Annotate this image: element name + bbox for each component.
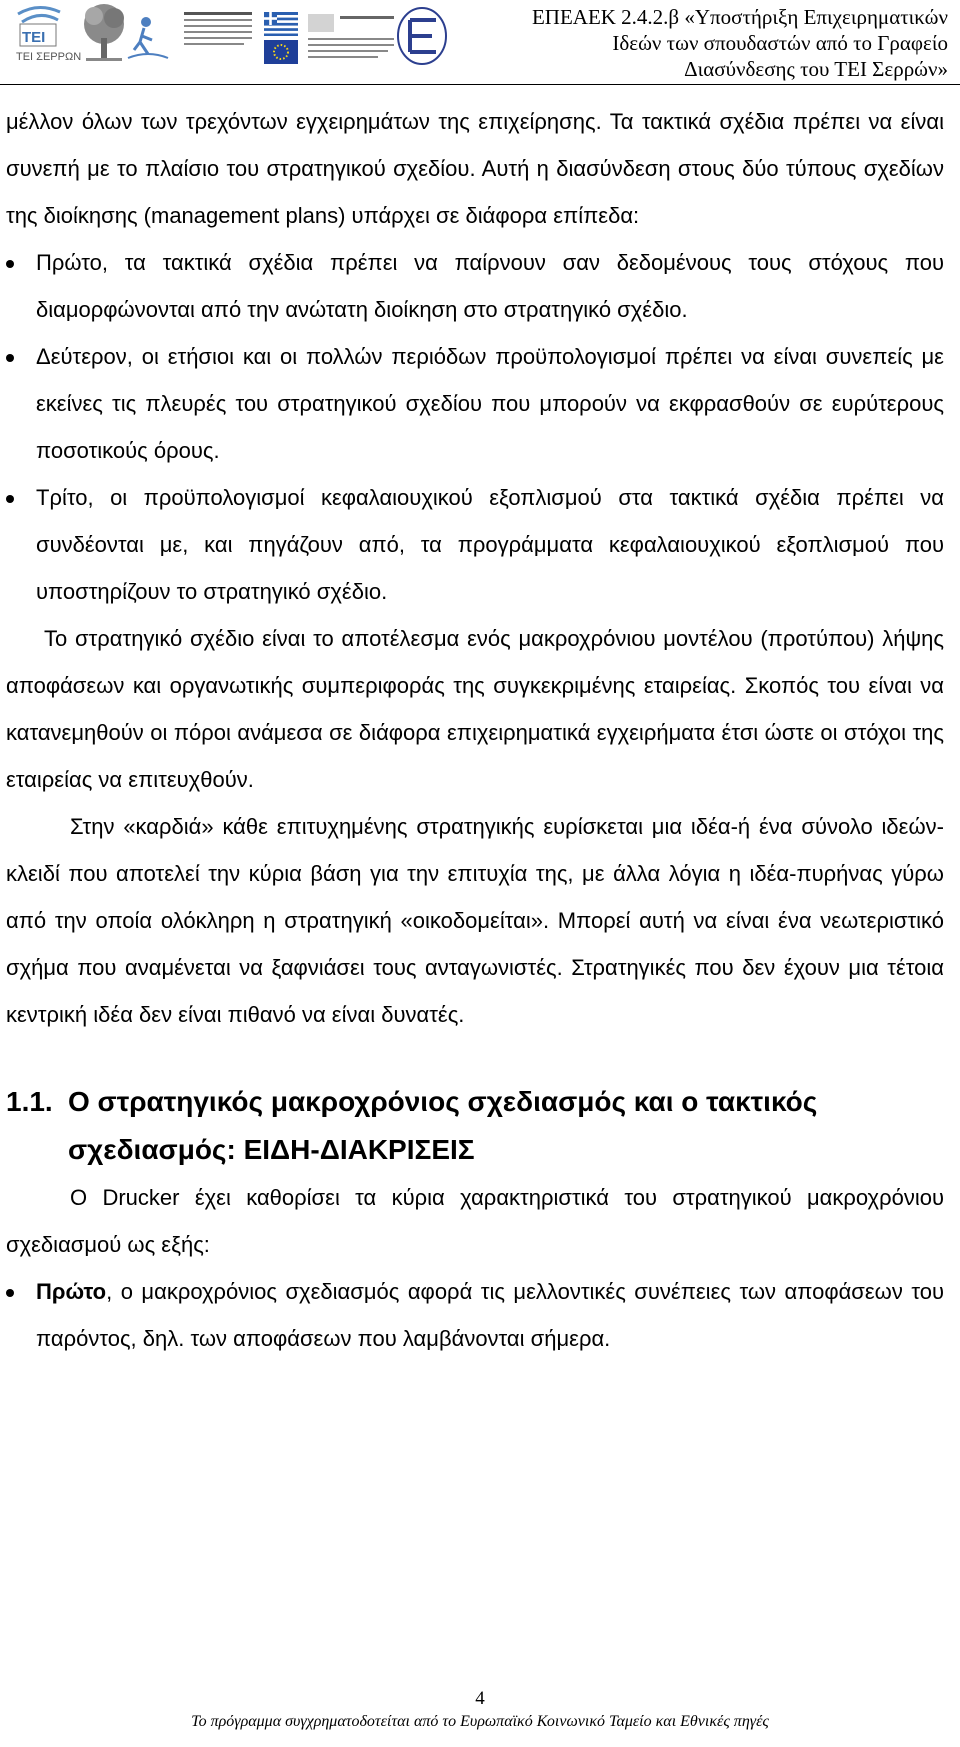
bullet-icon xyxy=(6,354,14,362)
funding-note: Το πρόγραμμα συγχρηματοδοτείται από το Ευρωπαϊκό Κοινωνικό Ταμείο και Εθνικές πηγές xyxy=(191,1713,769,1730)
list-item xyxy=(6,239,944,333)
list-item xyxy=(6,1268,944,1362)
list-item-text: Πρώτο, τα τακτικά σχέδια πρέπει να παίρνουν σαν δεδομένους τους στόχους που διαμορφώνονται από την ανώτατη διοίκηση στο στρατηγικό σχέδιο. xyxy=(36,250,944,322)
section-number: 1.1. xyxy=(6,1086,53,1117)
epeaek-logo-icon xyxy=(398,8,446,64)
section-title-line-1: Ο στρατηγικός μακροχρόνιος σχεδιασμός και ο τακτικός xyxy=(68,1086,818,1117)
header-program-title xyxy=(532,4,948,82)
svg-text:ΤΕΙ: ΤΕΙ xyxy=(22,29,46,46)
document-body xyxy=(6,98,944,1362)
paragraph-4: Ο Drucker έχει καθορίσει τα κύρια χαρακτηριστικά του στρατηγικού μακροχρόνιου σχεδιασμού ως εξής: xyxy=(6,1185,944,1257)
bullet-icon xyxy=(6,1289,14,1297)
page-number: 4 xyxy=(475,1688,485,1709)
page-header xyxy=(0,0,960,86)
paragraph-3: Στην «καρδιά» κάθε επιτυχημένης στρατηγικής ευρίσκεται μια ιδέα-ή ένα σύνολο ιδεών- κλειδί που αποτελεί την κύρια βάση για την επιτυχία της, με άλλα λόγια η ιδέα-πυρήνας γύρω από την οποία ολόκληρη η στρατηγική «οικοδομείται». Μπορεί αυτή να είναι ένα νεωτεριστικό σχήμα που αναμένεται να ξαφνιάσει τους ανταγωνιστές. Στρατηγικές που δεν έχουν μια τέτοια κεντρική ιδέα δεν είναι πιθανό να είναι δυνατές. xyxy=(6,814,944,1027)
eu-flag-icon xyxy=(264,40,298,64)
tree-emblem-icon xyxy=(84,4,124,61)
header-line-2: Ιδεών των σπουδαστών από το Γραφείο xyxy=(612,31,948,55)
header-divider xyxy=(0,84,960,85)
list-item xyxy=(6,333,944,474)
header-line-3: Διασύνδεσης του ΤΕΙ Σερρών» xyxy=(684,57,948,81)
bullet-list-2 xyxy=(6,1268,944,1362)
paragraph-2: Το στρατηγικό σχέδιο είναι το αποτέλεσμα ενός μακροχρόνιου μοντέλου (προτύπου) λήψης αποφάσεων και οργανωτικής συμπεριφοράς της συγκεκριμένης εταιρείας. Σκοπός του είναι να κατανεμηθούν οι πόροι ανάμεσα σε διάφορα επιχειρηματικά εγχειρήματα έτσι ώστε οι στόχοι της εταιρείας να επιτευχθούν. xyxy=(6,626,944,792)
logo-caption: ΤΕΙ ΣΕΡΡΩΝ xyxy=(16,51,82,63)
bullet-icon xyxy=(6,260,14,268)
ministry-text-block xyxy=(184,12,252,45)
list-item xyxy=(6,474,944,615)
education-program-logo xyxy=(308,14,394,58)
sponsor-logos xyxy=(8,2,448,70)
header-line-1: ΕΠΕΑΕΚ 2.4.2.β «Υποστήριξη Επιχειρηματικών xyxy=(531,5,948,29)
page-footer xyxy=(0,1688,960,1734)
paragraph-1: μέλλον όλων των τρεχόντων εγχειρημάτων της επιχείρησης. Τα τακτικά σχέδια πρέπει να είναι συνεπή με το πλαίσιο του στρατηγικού σχεδίου. Αυτή η διασύνδεση στους δύο τύπους σχεδίων της διοίκησης (management plans) υπάρχει σε διάφορα επίπεδα: xyxy=(6,109,944,228)
list-item-text: Τρίτο, οι προϋπολογισμοί κεφαλαιουχικού εξοπλισμού στα τακτικά σχέδια πρέπει να συνδέονται με, και πηγάζουν από, τα προγράμματα κεφαλαιουχικού εξοπλισμού που υποστηρίζουν το στρατηγικό σχέδιο. xyxy=(36,485,944,604)
tei-logo-icon xyxy=(16,7,81,63)
list-item-text: , ο μακροχρόνιος σχεδιασμός αφορά τις μελλοντικές συνέπειες των αποφάσεων του παρόντος, δηλ. των αποφάσεων που λαμβάνονται σήμερα. xyxy=(36,1279,944,1351)
list-item-text: Δεύτερον, οι ετήσιοι και οι πολλών περιόδων προϋπολογισμοί πρέπει να είναι συνεπείς με εκείνες τις πλευρές του στρατηγικού σχεδίου που μπορούν να εκφρασθούν σε ευρύτερους ποσοτικούς όρους. xyxy=(36,344,944,463)
walking-figure-logo-icon xyxy=(128,17,168,58)
section-title-line-2: σχεδιασμός: ΕΙΔΗ-ΔΙΑΚΡΙΣΕΙΣ xyxy=(68,1134,475,1165)
list-item-bold-lead: Πρώτο xyxy=(36,1279,107,1304)
greek-flag-icon xyxy=(264,12,298,36)
bullet-icon xyxy=(6,495,14,503)
bullet-list-1 xyxy=(6,239,944,615)
section-heading xyxy=(6,1078,944,1174)
